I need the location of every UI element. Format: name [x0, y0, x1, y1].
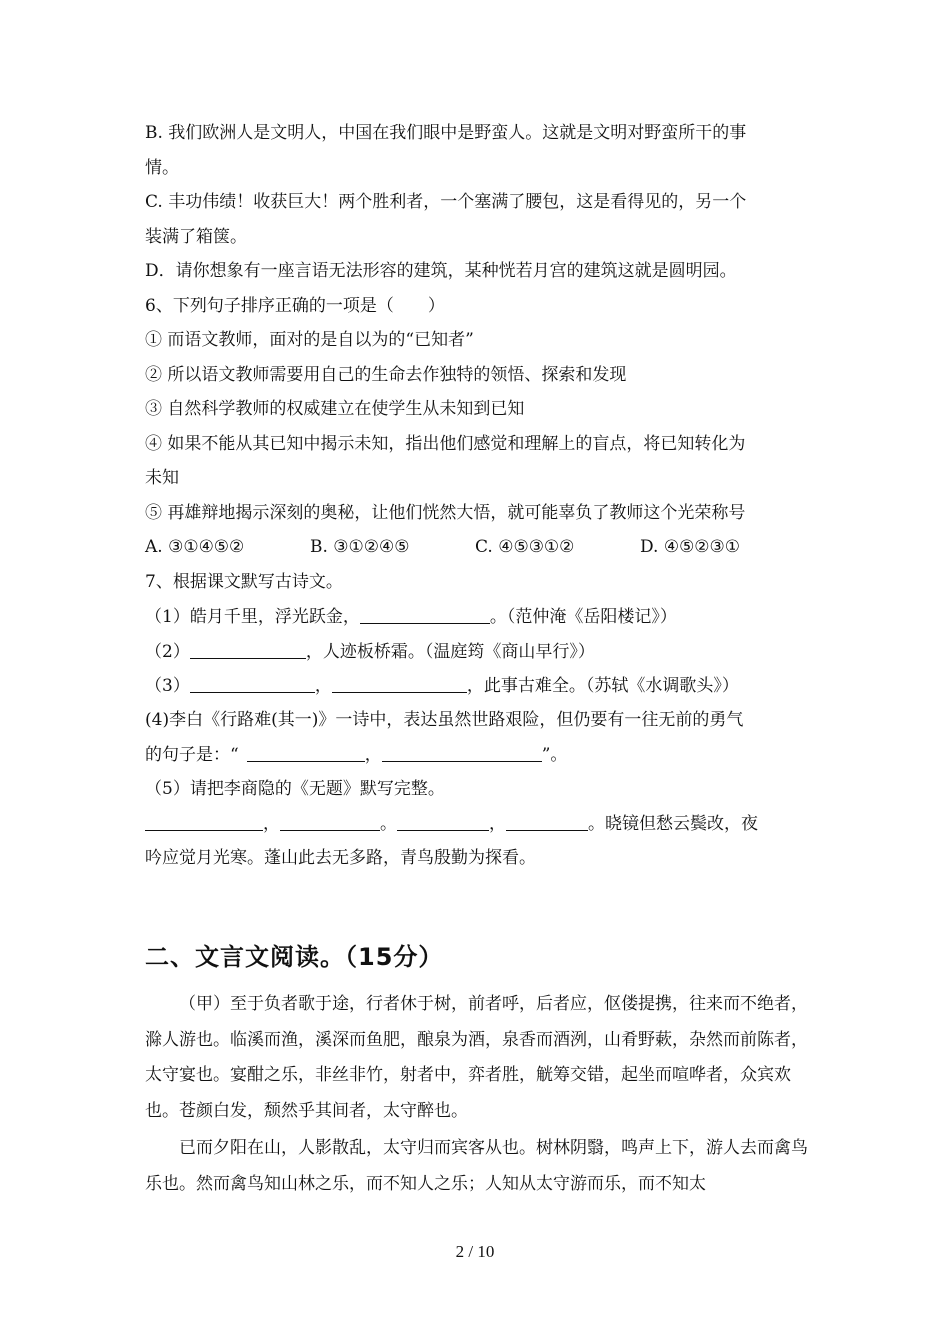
q6-option-c: C. ④⑤③①② [475, 537, 575, 557]
q6-option-d: D. ④⑤②③① [640, 537, 741, 557]
q7-item-1 [145, 599, 810, 634]
q7-item-3-prefix: （3） [145, 676, 190, 696]
q5-option-d: D．请你想象有一座言语无法形容的建筑，某种恍若月宫的建筑这就是圆明园。 [145, 261, 737, 281]
q6-sentence-4-line2: 未知 [145, 468, 179, 488]
answer-blank[interactable] [332, 670, 467, 693]
q7-blank-period: 。 [380, 814, 397, 834]
q5-option-c-line2: 装满了箱箧。 [145, 226, 247, 247]
q7-item-2-prefix: （2） [145, 641, 190, 662]
answer-blank[interactable] [190, 636, 306, 659]
q7-item-2-suffix: ，人迹板桥霜。（温庭筠《商山早行》） [305, 641, 595, 662]
q6-sentence-2: ② 所以语文教师需要用自己的生命去作独特的领悟、探索和发现 [145, 364, 627, 385]
page-content [145, 116, 810, 1202]
q7-item-4-line2 [145, 737, 810, 772]
q6-sentence-1: ① 而语文教师，面对的是自以为的“已知者” [145, 330, 474, 350]
q7-blank-comma-1: ， [263, 814, 280, 834]
q7-item-2 [145, 634, 810, 669]
passage-paragraph-2: 已而夕阳在山，人影散乱，太守归而宾客从也。树林阴翳，鸣声上下，游人去而禽鸟乐也。然而禽鸟知山林之乐，而不知人之乐；人知从太守游而乐，而不知太 [145, 1138, 808, 1194]
q7-item-4-suffix: ”。 [541, 745, 568, 765]
q6-stem: 6、下列句子排序正确的一项是（ ） [145, 295, 445, 316]
q7-item-3 [145, 668, 810, 703]
q6-options [145, 530, 810, 565]
q6-sentence-3: ③ 自然科学教师的权威建立在使学生从未知到已知 [145, 399, 525, 419]
q7-item-4-line1: (4)李白《行路难(其一)》一诗中，表达虽然世路艰险，但仍要有一往无前的勇气 [145, 709, 744, 730]
answer-blank[interactable] [506, 808, 588, 831]
q5-option-b-line1: B. 我们欧洲人是文明人，中国在我们眼中是野蛮人。这就是文明对野蛮所干的事 [145, 123, 747, 143]
answer-blank[interactable] [382, 739, 542, 762]
page-number: 2 / 10 [455, 1242, 495, 1261]
q7-item-1-prefix: （1）皓月千里，浮光跃金， [145, 607, 360, 627]
q6-option-a: A. ③①④⑤② [145, 537, 245, 557]
answer-blank[interactable] [145, 808, 263, 831]
q5-option-c-line1: C. 丰功伟绩！收获巨大！两个胜利者，一个塞满了腰包，这是看得见的，另一个 [145, 192, 747, 212]
q7-item-5-end: 吟应觉月光寒。蓬山此去无多路，青鸟殷勤为探看。 [145, 847, 536, 868]
section-2-title: 二、文言文阅读。（15分） [145, 943, 444, 971]
q7-blank-comma-2: ， [489, 814, 506, 834]
q7-item-3-comma: ， [314, 676, 332, 696]
q6-sentence-4-line1: ④ 如果不能从其已知中揭示未知，指出他们感觉和理解上的盲点，将已知转化为 [145, 433, 746, 454]
q5-option-b-line2: 情。 [145, 157, 179, 178]
q7-item-5-blanks [145, 806, 810, 841]
q7-item-3-suffix: ，此事古难全。（苏轼《水调歌头》） [466, 676, 739, 696]
q7-stem: 7、根据课文默写古诗文。 [145, 571, 343, 592]
q7-item-5: （5）请把李商隐的《无题》默写完整。 [145, 778, 445, 799]
answer-blank[interactable] [360, 601, 490, 624]
q6-option-b: B. ③①②④⑤ [310, 537, 410, 557]
q7-item-4-prefix: 的句子是：“ [145, 745, 239, 765]
q7-item-1-suffix: 。（范仲淹《岳阳楼记》） [489, 607, 677, 627]
passage-paragraph-1: （甲）至于负者歌于途，行者休于树，前者呼，后者应，伛偻提携，往来而不绝者，滁人游也。临溪而渔，溪深而鱼肥，酿泉为酒，泉香而酒洌，山肴野蔌，杂然而前陈者，太守宴也。宴酣之乐，非丝非竹，射者中，弈者胜，觥筹交错，起坐而喧哗者，众宾欢也。苍颜白发，颓然乎其间者，太守醉也。 [145, 994, 808, 1121]
q7-item-5-suffix: 。晓镜但愁云鬓改，夜 [588, 814, 758, 834]
answer-blank[interactable] [190, 670, 315, 693]
answer-blank[interactable] [397, 808, 489, 831]
answer-blank[interactable] [280, 808, 380, 831]
answer-blank[interactable] [247, 739, 365, 762]
q7-item-4-comma: ， [364, 745, 382, 765]
q6-sentence-5: ⑤ 再雄辩地揭示深刻的奥秘，让他们恍然大悟，就可能辜负了教师这个光荣称号 [145, 502, 746, 523]
